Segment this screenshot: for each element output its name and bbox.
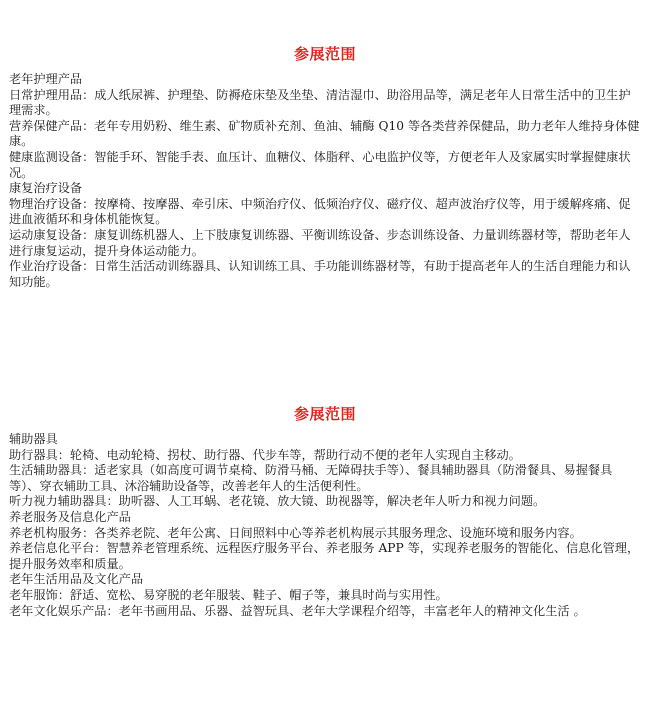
item-description: 运动康复设备：康复训练机器人、上下肢康复训练器、平衡训练设备、步态训练设备、力量训练器材等，帮助老年人进行康复运动，提升身体运动能力。 [9,227,631,258]
exhibition-scope-section-1 [9,44,641,290]
section-title: 参展范围 [293,45,356,63]
item-description: 听力视力辅助器具：助听器、人工耳蜗、老花镜、放大镜、助视器等，解决老年人听力和视力问题。 [9,494,546,509]
section-title: 参展范围 [293,405,356,423]
category-heading: 辅助器具 [9,432,58,446]
item-description: 生活辅助器具：适老家具（如高度可调节桌椅、防滑马桶、无障碍扶手等）、餐具辅助器具（防滑餐具、易握餐具等）、穿衣辅助工具、沐浴辅助设备等，改善老年人的生活便利性。 [9,463,613,493]
item-description: 老年文化娱乐产品：老年书画用品、乐器、益智玩具、老年大学课程介绍等，丰富老年人的精神文化生活 。 [9,603,586,618]
category-heading: 老年生活用品及文化产品 [9,572,144,587]
item-description: 作业治疗设备：日常生活活动训练器具、认知训练工具、手功能训练器材等，有助于提高老年人的生活自理能力和认知功能。 [9,259,631,289]
category-heading: 老年护理产品 [9,72,83,86]
item-description: 营养保健产品：老年专用奶粉、维生素、矿物质补充剂、鱼油、辅酶 Q10 等各类营养保健品，助力老年人维持身体健康。 [9,118,640,149]
category-heading: 养老服务及信息化产品 [9,509,131,524]
item-description: 助行器具：轮椅、电动轮椅、拐杖、助行器、代步车等，帮助行动不便的老年人实现自主移动。 [9,447,521,462]
item-description: 养老机构服务：各类养老院、老年公寓、日间照料中心等养老机构展示其服务理念、设施环境和服务内容。 [9,525,582,540]
item-description: 老年服饰：舒适、宽松、易穿脱的老年服装、鞋子、帽子等，兼具时尚与实用性。 [9,587,448,602]
item-description: 物理治疗设备：按摩椅、按摩器、牵引床、中频治疗仪、低频治疗仪、磁疗仪、超声波治疗仪等，用于缓解疼痛、促进血液循环和身体机能恢复。 [9,196,631,227]
exhibition-scope-section-2 [9,404,641,619]
item-description: 日常护理用品：成人纸尿裤、护理垫、防褥疮床垫及坐垫、清洁湿巾、助浴用品等，满足老年人日常生活中的卫生护理需求。 [9,87,631,118]
item-description: 养老信息化平台：智慧养老管理系统、远程医疗服务平台、养老服务 APP 等，实现养老服务的智能化、信息化管理，提升服务效率和质量。 [9,541,640,571]
item-description: 健康监测设备：智能手环、智能手表、血压计、血糖仪、体脂秤、心电监护仪等，方便老年人及家属实时掌握健康状况。 [9,149,631,180]
category-heading: 康复治疗设备 [9,181,83,196]
